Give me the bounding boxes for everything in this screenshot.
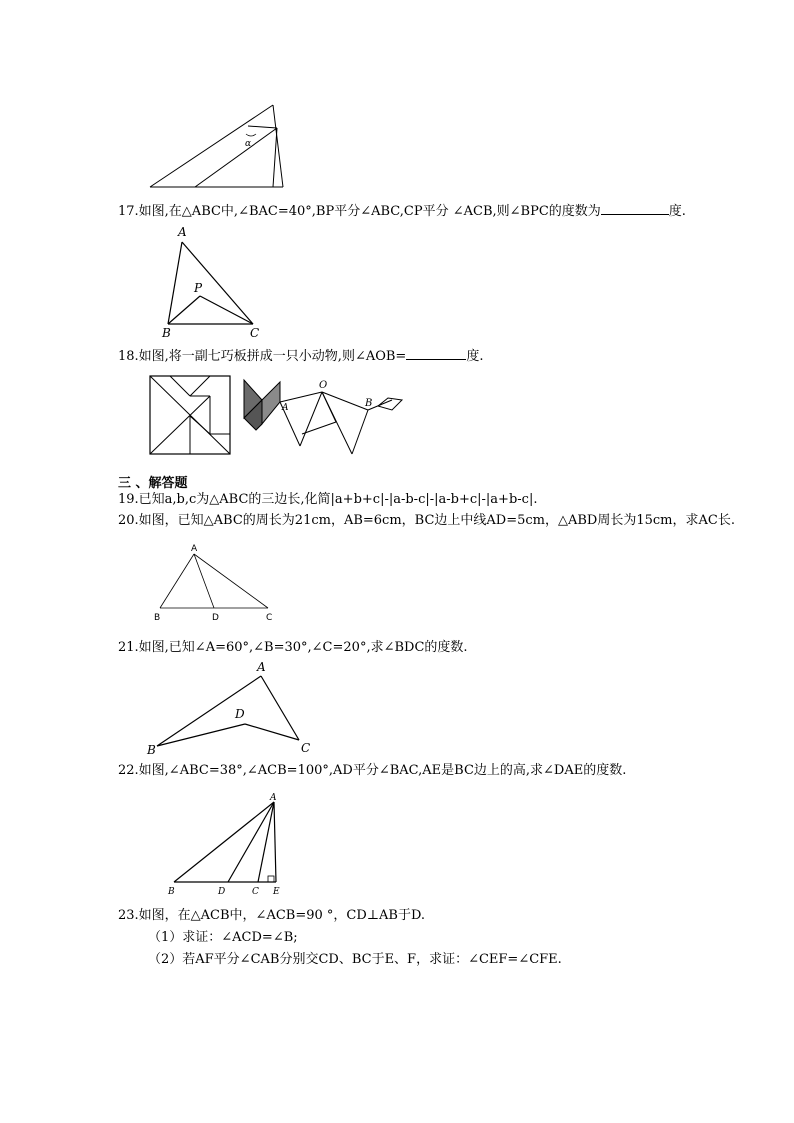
q18-question: 18.如图,将一副七巧板拼成一只小动物,则∠AOB= (118, 349, 407, 364)
angle-alpha-label: α (245, 139, 252, 149)
q20-label-b: B (154, 613, 161, 623)
q18-answer-blank[interactable] (406, 347, 466, 360)
q17-label-b: B (162, 326, 171, 340)
q22-label-e: E (273, 887, 280, 897)
q22-label-b: B (168, 887, 175, 897)
q22-text: 22.如图,∠ABC=38°,∠ACB=100°,AD平分∠BAC,AE是BC边上的高,求∠DAE的度数. (118, 763, 627, 778)
q18-label-o: O (319, 380, 328, 391)
q21-label-c: C (301, 741, 311, 755)
tangram-animal-diagram (240, 374, 410, 460)
q22-triangle-diagram (160, 792, 290, 898)
q18-text (118, 347, 483, 365)
q22-label-d: D (218, 887, 226, 897)
q17-answer-blank[interactable] (601, 202, 669, 215)
q18-label-b: B (365, 398, 373, 409)
q17-label-c: C (250, 326, 260, 340)
q21-label-a: A (257, 660, 266, 674)
q20-figure (150, 542, 280, 624)
q19-text: 19.已知a,b,c为△ABC的三边长,化简|a+b+c|-|a-b-c|-|a-b+c|-|a+b-c|. (118, 492, 538, 507)
q21-label-b: B (147, 743, 156, 757)
q23-part1: （1）求证：∠ACD=∠B; (148, 930, 298, 945)
q17-label-p: P (194, 281, 203, 295)
q17-triangle-diagram (160, 224, 270, 340)
q20-label-d: D (212, 613, 219, 623)
q18-tangram-animal (240, 374, 410, 460)
q17-question: 17.如图,在△ABC中,∠BAC=40°,BP平分∠ABC,CP平分 ∠ACB,则∠BPC的度数为 (118, 204, 601, 219)
q21-text: 21.如图,已知∠A=60°,∠B=30°,∠C=20°,求∠BDC的度数. (118, 640, 468, 655)
q21-figure (145, 660, 320, 758)
q22-label-c: C (252, 887, 259, 897)
q23-part2: （2）若AF平分∠CAB分别交CD、BC于E、F，求证：∠CEF=∠CFE. (148, 952, 562, 967)
q21-label-d: D (235, 707, 245, 721)
q18-label-a: A (282, 403, 289, 413)
q21-concave-quadrilateral-diagram (145, 660, 320, 758)
q17-label-a: A (178, 225, 187, 239)
q17-figure (160, 224, 270, 340)
q20-triangle-diagram (150, 542, 280, 624)
section-title: 三 、解答题 (118, 476, 188, 491)
q17-suffix: 度. (668, 204, 686, 219)
q20-label-a: A (191, 544, 198, 554)
q20-text: 20.如图，已知△ABC的周长为21cm，AB=6cm，BC边上中线AD=5cm，△ABD周长为15cm，求AC长. (118, 513, 735, 528)
tangram-square-diagram (148, 374, 232, 456)
q18-tangram-square (148, 374, 232, 456)
q16-triangles-diagram (145, 100, 290, 192)
q18-suffix: 度. (466, 349, 484, 364)
q23-text: 23.如图，在△ACB中，∠ACB=90 °，CD⊥AB于D. (118, 908, 426, 923)
q16-figure (145, 100, 290, 192)
q22-label-a: A (270, 793, 277, 803)
q17-text (118, 202, 686, 220)
q22-figure (160, 792, 290, 898)
q20-label-c: C (266, 613, 273, 623)
